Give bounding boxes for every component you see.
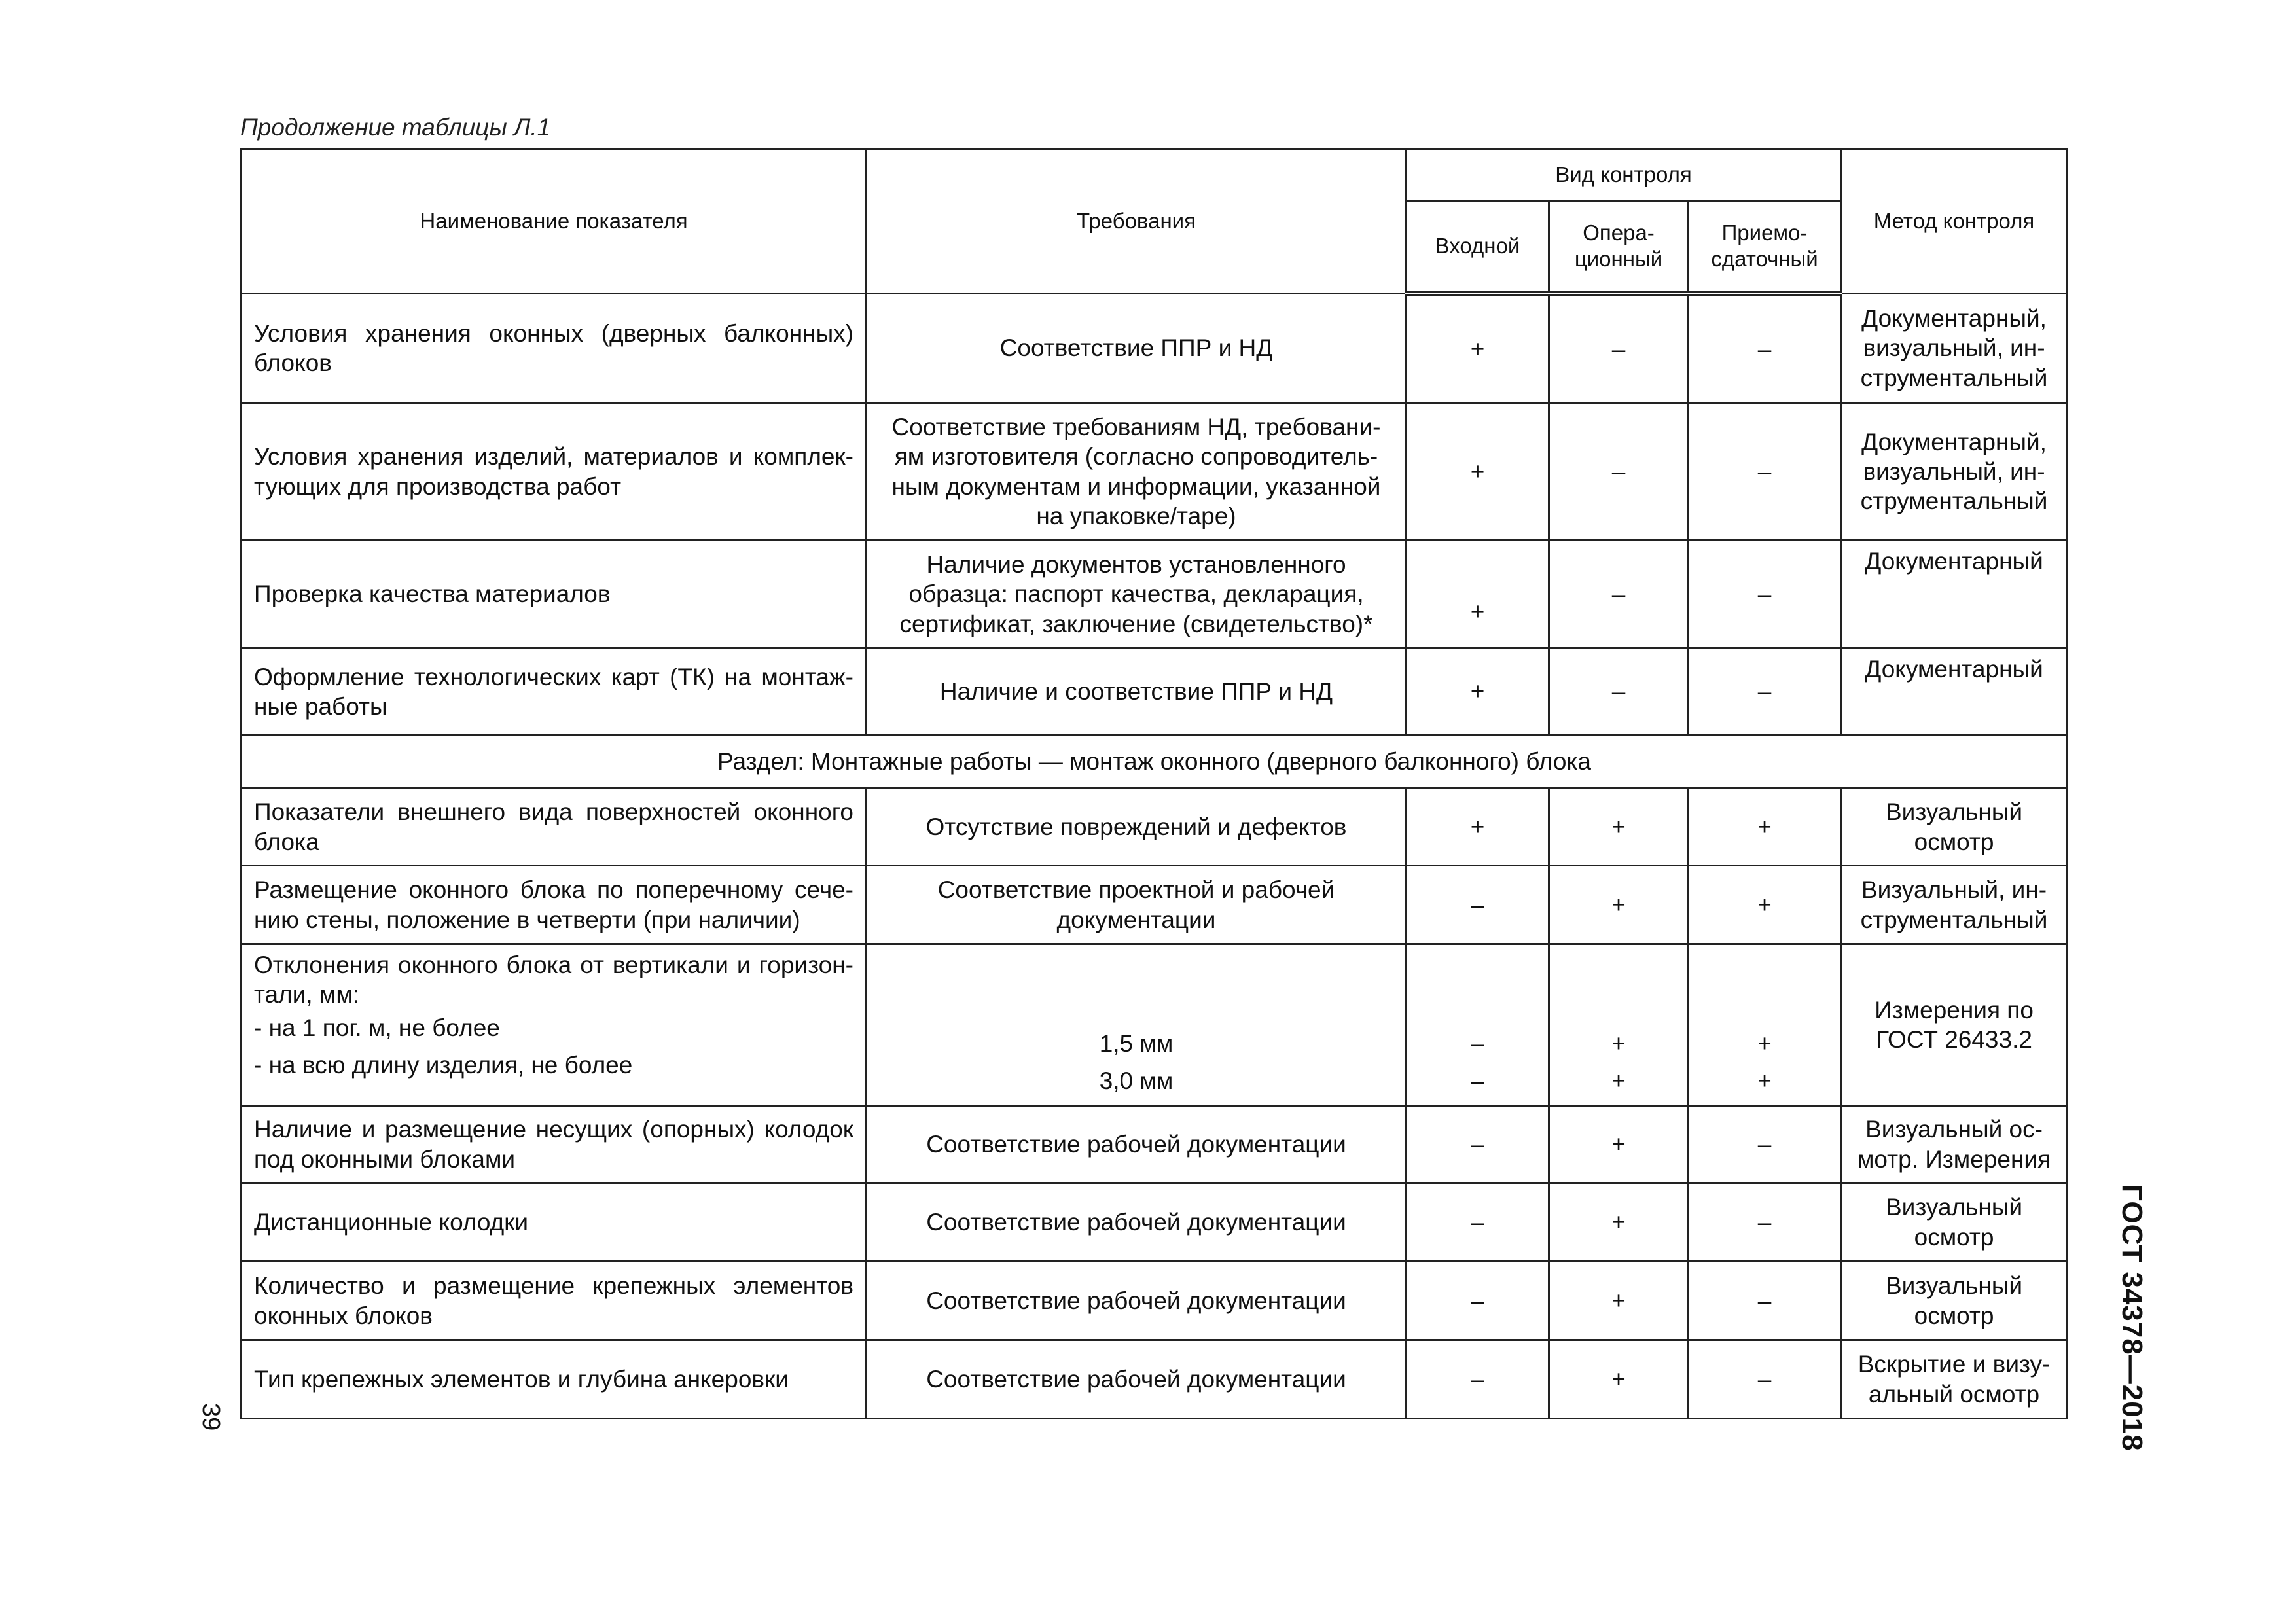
row-incoming: +: [1407, 789, 1549, 866]
row-incoming: +: [1407, 649, 1549, 736]
row-acceptance: + +: [1689, 944, 1841, 1106]
row-incoming: –: [1407, 1340, 1549, 1419]
row-name: Условия хранения оконных (дверных балконных) блоков: [242, 294, 867, 403]
row-requirement: Соответствие ППР и НД: [867, 294, 1407, 403]
header-control-type: Вид контроля: [1407, 149, 1841, 201]
row-method: Визуальный осмотр: [1841, 1262, 2068, 1340]
row-incoming: +: [1407, 541, 1549, 649]
row-incoming: –: [1407, 1106, 1549, 1183]
row-operational: +: [1549, 1340, 1689, 1419]
row-requirement: Соответствие рабочей документации: [867, 1340, 1407, 1419]
row-operational: +: [1549, 1183, 1689, 1262]
page-number: 39: [197, 1403, 224, 1431]
row-acceptance: –: [1689, 1262, 1841, 1340]
row-name: Размещение оконного блока по поперечному сече-нию стены, положение в четверти (при наличии): [242, 866, 867, 944]
table-row: [242, 944, 2068, 1106]
row-requirement: Соответствие рабочей документации: [867, 1262, 1407, 1340]
row-operational: +: [1549, 1262, 1689, 1340]
row-name: Показатели внешнего вида поверхностей оконного блока: [242, 789, 867, 866]
row-method: Документарный, визуальный, ин- струментальный: [1841, 403, 2068, 541]
row-operational: +: [1549, 1106, 1689, 1183]
table-caption: Продолжение таблицы Л.1: [240, 114, 551, 141]
header-incoming: Входной: [1407, 201, 1549, 294]
row-method: Измерения по ГОСТ 26433.2: [1841, 944, 2068, 1106]
row-method: Визуальный осмотр: [1841, 789, 2068, 866]
table-row: [242, 1106, 2068, 1183]
row-name: Отклонения оконного блока от вертикали и горизон-тали, мм: - на 1 пог. м, не более - на всю длину изделия, не более: [242, 944, 867, 1106]
row-name: Оформление технологических карт (ТК) на монтаж-ные работы: [242, 649, 867, 736]
header-row: [242, 149, 2068, 201]
table-row: [242, 789, 2068, 866]
row-name: Проверка качества материалов: [242, 541, 867, 649]
row-method: Документарный: [1841, 541, 2068, 649]
row-method: Визуальный ос- мотр. Измерения: [1841, 1106, 2068, 1183]
row-requirement: Соответствие проектной и рабочей документации: [867, 866, 1407, 944]
row-operational: + +: [1549, 944, 1689, 1106]
row-acceptance: +: [1689, 789, 1841, 866]
row-acceptance: –: [1689, 1340, 1841, 1419]
control-table: [240, 148, 2068, 1419]
row-method: Документарный: [1841, 649, 2068, 736]
header-acceptance: Приемо- сдаточный: [1689, 201, 1841, 294]
row-incoming: –: [1407, 1262, 1549, 1340]
row-name: Количество и размещение крепежных элементов оконных блоков: [242, 1262, 867, 1340]
row-acceptance: +: [1689, 866, 1841, 944]
row-operational: –: [1549, 649, 1689, 736]
row-incoming: +: [1407, 403, 1549, 541]
table-row: [242, 1340, 2068, 1419]
row-acceptance: –: [1689, 541, 1841, 649]
table-row: [242, 541, 2068, 649]
table-row: [242, 1183, 2068, 1262]
header-name: Наименование показателя: [242, 149, 867, 294]
row-incoming: –: [1407, 1183, 1549, 1262]
row-requirement: Наличие документов установленного образца: паспорт качества, декларация, сертификат, заключение (свидетельство)*: [867, 541, 1407, 649]
section-title: Раздел: Монтажные работы — монтаж оконного (дверного балконного) блока: [242, 736, 2068, 789]
header-operational: Опера- ционный: [1549, 201, 1689, 294]
row-operational: –: [1549, 541, 1689, 649]
row-method: Визуальный, ин- струментальный: [1841, 866, 2068, 944]
row-name: Тип крепежных элементов и глубина анкеровки: [242, 1340, 867, 1419]
table-row: [242, 1262, 2068, 1340]
header-requirements: Требования: [867, 149, 1407, 294]
row-requirement: Наличие и соответствие ППР и НД: [867, 649, 1407, 736]
table-row: [242, 866, 2068, 944]
row-incoming: – –: [1407, 944, 1549, 1106]
row-acceptance: –: [1689, 403, 1841, 541]
row-incoming: –: [1407, 866, 1549, 944]
table-row: [242, 649, 2068, 736]
section-row: [242, 736, 2068, 789]
row-operational: +: [1549, 789, 1689, 866]
row-requirement: Соответствие рабочей документации: [867, 1106, 1407, 1183]
row-method: Визуальный осмотр: [1841, 1183, 2068, 1262]
row-operational: –: [1549, 403, 1689, 541]
row-name: Наличие и размещение несущих (опорных) колодок под оконными блоками: [242, 1106, 867, 1183]
row-requirement: Соответствие рабочей документации: [867, 1183, 1407, 1262]
row-name: Условия хранения изделий, материалов и комплек-тующих для производства работ: [242, 403, 867, 541]
row-method: Документарный, визуальный, ин- струментальный: [1841, 294, 2068, 403]
header-method: Метод контроля: [1841, 149, 2068, 294]
row-acceptance: –: [1689, 1183, 1841, 1262]
row-name: Дистанционные колодки: [242, 1183, 867, 1262]
row-acceptance: –: [1689, 1106, 1841, 1183]
row-method: Вскрытие и визу- альный осмотр: [1841, 1340, 2068, 1419]
row-acceptance: –: [1689, 649, 1841, 736]
row-requirement: Соответствие требованиям НД, требовани- ям изготовителя (согласно сопроводитель- ным документам и информации, указанной на упаковке/таре): [867, 403, 1407, 541]
row-operational: –: [1549, 294, 1689, 403]
row-acceptance: –: [1689, 294, 1841, 403]
row-incoming: +: [1407, 294, 1549, 403]
document-number: ГОСТ 34378—2018: [2116, 1185, 2148, 1452]
table-row: [242, 403, 2068, 541]
row-requirement: Отсутствие повреждений и дефектов: [867, 789, 1407, 866]
table-row: [242, 294, 2068, 403]
row-operational: +: [1549, 866, 1689, 944]
row-requirement: 1,5 мм 3,0 мм: [867, 944, 1407, 1106]
